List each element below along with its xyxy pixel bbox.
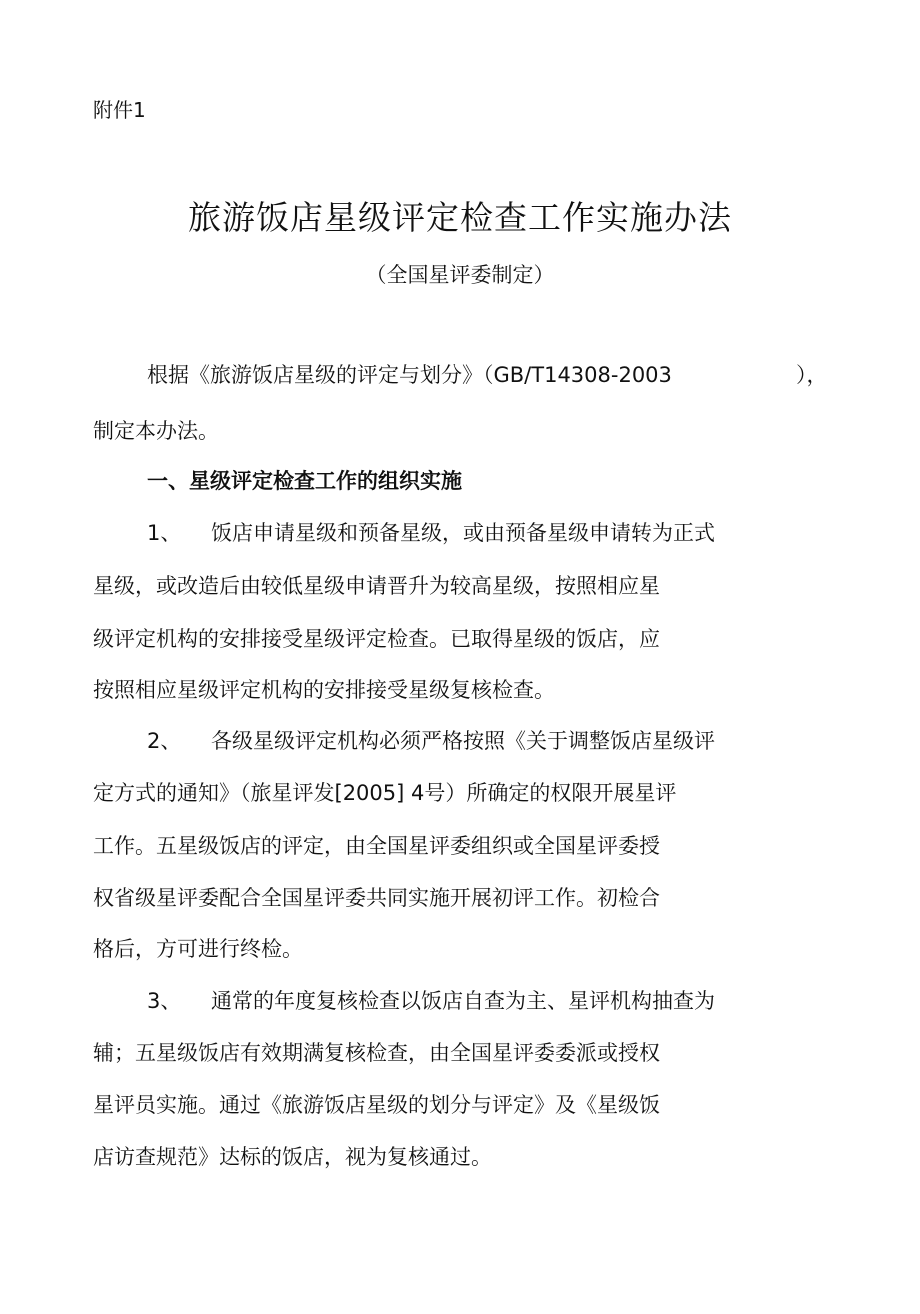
item-3-line-1 bbox=[147, 988, 715, 1014]
item-2-line-4: 权省级星评委配合全国星评委共同实施开展初评工作。初检合 bbox=[93, 886, 660, 910]
item-3-line-3: 星评员实施。通过《旅游饭店星级的划分与评定》及《星级饭 bbox=[93, 1093, 660, 1117]
item-3-line-4: 店访查规范》达标的饭店，视为复核通过。 bbox=[93, 1145, 492, 1169]
item-1-line-4: 按照相应星级评定机构的安排接受星级复核检查。 bbox=[93, 678, 555, 702]
item-1-line-2: 星级，或改造后由较低星级申请晋升为较高星级，按照相应星 bbox=[93, 574, 660, 598]
intro-line-2: 制定本办法。 bbox=[93, 419, 219, 443]
item-2-line-1 bbox=[147, 728, 715, 754]
item-2-line-3: 工作。五星级饭店的评定，由全国星评委组织或全国星评委授 bbox=[93, 834, 660, 858]
item-text: 各级星级评定机构必须严格按照《关于调整饭店星级评 bbox=[211, 729, 715, 753]
item-number: 1、 bbox=[147, 521, 182, 545]
item-text: 饭店申请星级和预备星级，或由预备星级申请转为正式 bbox=[211, 521, 715, 545]
item-1-line-3: 级评定机构的安排接受星级评定检查。已取得星级的饭店，应 bbox=[93, 627, 660, 651]
item-text: 通常的年度复核检查以饭店自查为主、星评机构抽查为 bbox=[211, 989, 715, 1013]
item-2-line-2: 定方式的通知》（旅星评发[2005] 4号）所确定的权限开展星评 bbox=[93, 781, 677, 805]
document-title: 旅游饭店星级评定检查工作实施办法 bbox=[188, 198, 732, 237]
item-number: 2、 bbox=[147, 729, 182, 753]
item-3-line-2: 辅；五星级饭店有效期满复核检查，由全国星评委委派或授权 bbox=[93, 1041, 660, 1065]
item-1-line-1 bbox=[147, 520, 715, 546]
section-heading: 一、星级评定检查工作的组织实施 bbox=[147, 469, 462, 493]
attachment-label: 附件1 bbox=[93, 98, 146, 122]
intro-text: 根据《旅游饭店星级的评定与划分》（GB/T14308-2003 bbox=[147, 363, 672, 387]
intro-line-1-end: ）， bbox=[796, 363, 828, 387]
document-subtitle: （全国星评委制定） bbox=[365, 263, 555, 287]
intro-line-1 bbox=[147, 362, 672, 388]
item-2-line-5: 格后，方可进行终检。 bbox=[93, 937, 303, 961]
item-number: 3、 bbox=[147, 989, 182, 1013]
